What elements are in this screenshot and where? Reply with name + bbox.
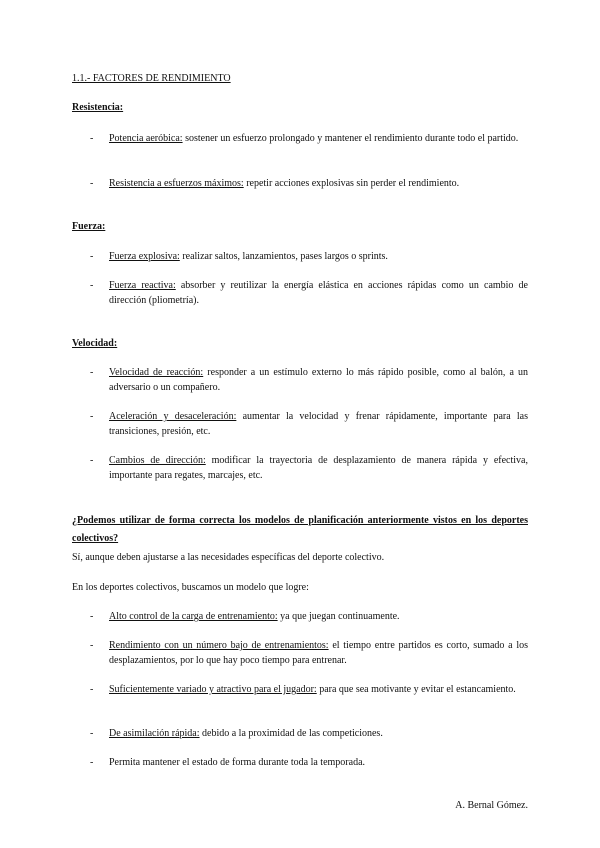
section-title: 1.1.- FACTORES DE RENDIMIENTO (72, 73, 231, 84)
list-item-text (109, 176, 528, 191)
list-item-desc: realizar saltos, lanzamientos, pases largos o sprints. (179, 251, 388, 262)
list-dash: - (90, 684, 94, 695)
list-dash: - (90, 455, 94, 466)
list-item-text (109, 755, 528, 770)
list-dash: - (90, 757, 94, 768)
list-item-desc: Permita mantener el estado de forma durante toda la temporada. (109, 757, 366, 768)
list-dash: - (90, 280, 94, 291)
list-item-text (109, 609, 528, 624)
list-item-text (109, 131, 528, 146)
list-item-text (109, 453, 528, 483)
list-item-term: Alto control de la carga de entrenamiento: (109, 611, 278, 622)
heading-fuerza: Fuerza: (72, 221, 106, 232)
list-item-desc: aumentar la velocidad y frenar rápidamente, importante para las transiciones, presión, etc. (109, 411, 528, 437)
list-dash: - (90, 728, 94, 739)
list-item-text (109, 249, 528, 264)
list-item-term: Fuerza reactiva: (109, 280, 176, 291)
list-item-desc: sostener un esfuerzo prolongado y mantener el rendimiento durante todo el partido. (182, 133, 519, 144)
list-item-term: Cambios de dirección: (109, 455, 206, 466)
answer-text: Sí, aunque deben ajustarse a las necesidades específicas del deporte colectivo. (72, 552, 385, 563)
list-dash: - (90, 411, 94, 422)
heading-resistencia: Resistencia: (72, 102, 124, 113)
list-item-desc: repetir acciones explosivas sin perder el rendimiento. (243, 178, 460, 189)
list-item-text (109, 409, 528, 439)
list-item-desc: modificar la trayectoria de desplazamiento de manera rápida y efectiva, importante para regates, marcajes, etc. (109, 455, 528, 481)
list-item-desc: el tiempo entre partidos es corto, sumado a los desplazamientos, por lo que hay poco tiempo para entrenar. (109, 640, 528, 666)
author-footer: A. Bernal Gómez. (455, 800, 528, 811)
list-item-term: Suficientemente variado y atractivo para el jugador: (109, 684, 317, 695)
question-heading: ¿Podemos utilizar de forma correcta los modelos de planificación anteriormente vistos en los deportes colectivos? (72, 515, 528, 544)
list-dash: - (90, 133, 94, 144)
list-item-text (109, 682, 528, 697)
list-item-text (109, 278, 528, 308)
list-dash: - (90, 178, 94, 189)
list-item-term: De asimilación rápida: (109, 728, 200, 739)
list-dash: - (90, 640, 94, 651)
list-item-term: Potencia aeróbica: (109, 133, 183, 144)
list-dash: - (90, 611, 94, 622)
list-item-term: Aceleración y desaceleración: (109, 411, 237, 422)
list-item-text (109, 638, 528, 668)
list-item-desc: absorber y reutilizar la energía elástica en acciones rápidas como un cambio de dirección (pliometría). (109, 280, 528, 306)
list-item-term: Rendimiento con un número bajo de entrenamientos: (109, 640, 329, 651)
list-item-text (109, 726, 528, 741)
list-item-term: Fuerza explosiva: (109, 251, 180, 262)
intro-text: En los deportes colectivos, buscamos un modelo que logre: (72, 582, 309, 593)
list-dash: - (90, 251, 94, 262)
list-dash: - (90, 367, 94, 378)
heading-velocidad: Velocidad: (72, 338, 118, 349)
list-item-desc: debido a la proximidad de las competiciones. (199, 728, 383, 739)
list-item-text (109, 365, 528, 395)
list-item-desc: responder a un estímulo externo lo más rápido posible, como al balón, a un adversario o un compañero. (109, 367, 528, 393)
list-item-desc: para que sea motivante y evitar el estancamiento. (316, 684, 516, 695)
list-item-term: Velocidad de reacción: (109, 367, 204, 378)
list-item-term: Resistencia a esfuerzos máximos: (109, 178, 244, 189)
list-item-desc: ya que juegan continuamente. (277, 611, 400, 622)
